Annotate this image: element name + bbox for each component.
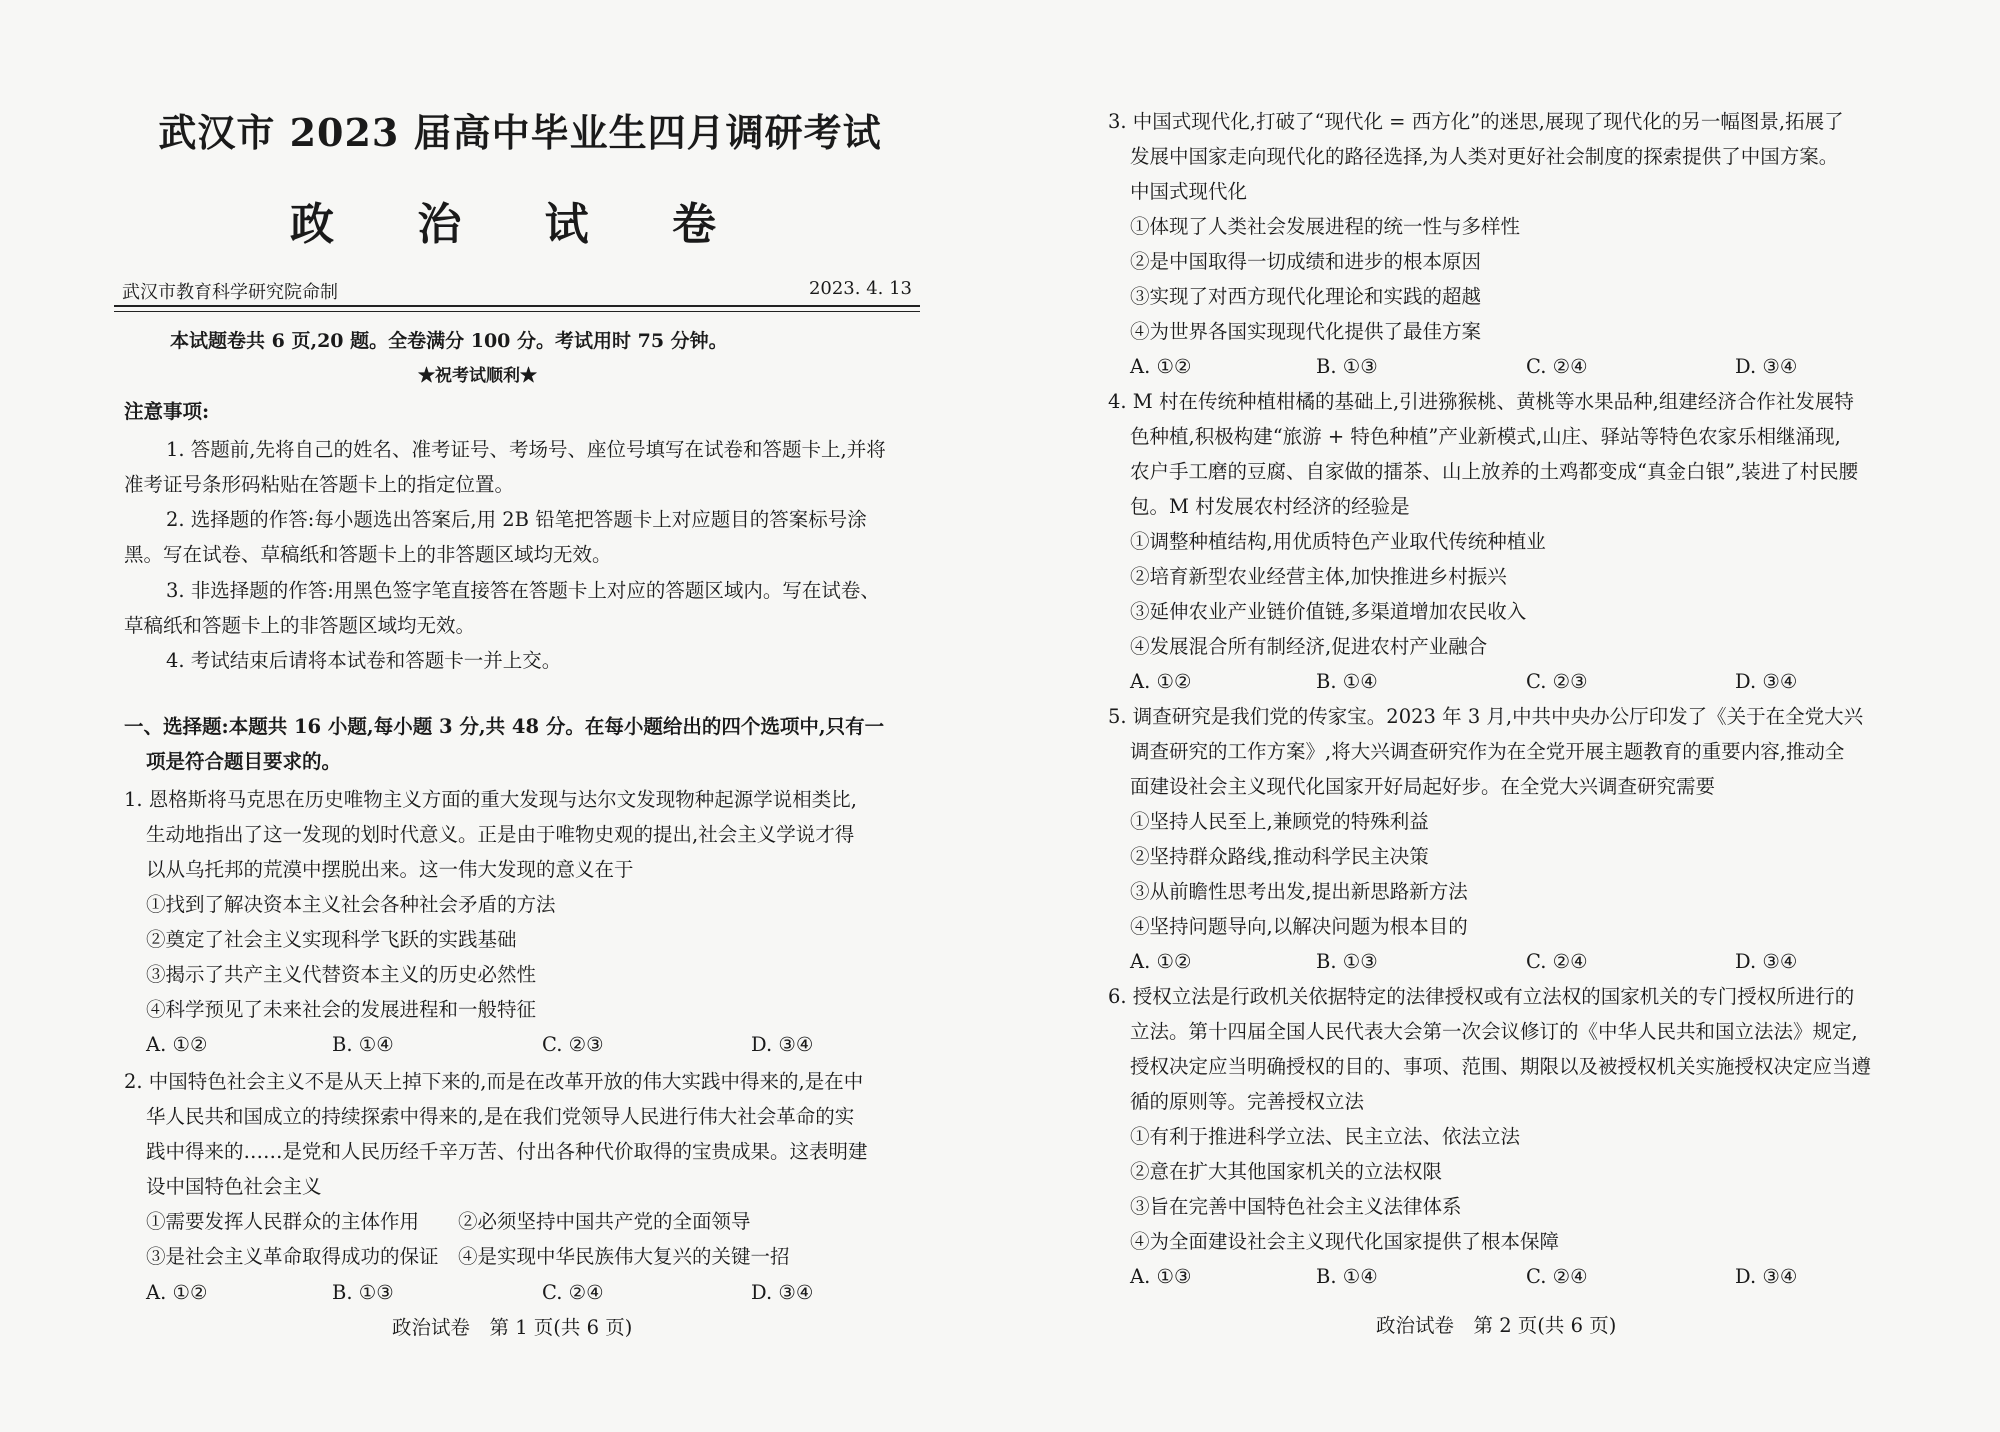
statement-line: ①找到了解决资本主义社会各种社会矛盾的方法 xyxy=(146,893,556,916)
notice-line: 准考证号条形码粘贴在答题卡上的指定位置。 xyxy=(124,473,515,496)
statement-line: ③旨在完善中国特色社会主义法律体系 xyxy=(1130,1195,1462,1218)
header-rule-thick xyxy=(114,305,920,307)
question-line: 2. 中国特色社会主义不是从天上掉下来的,而是在改革开放的伟大实践中得来的,是在中 xyxy=(124,1070,864,1093)
question-line: 践中得来的……是党和人民历经千辛万苦、付出各种代价取得的宝贵成果。这表明建 xyxy=(146,1140,868,1163)
statement-line: ②意在扩大其他国家机关的立法权限 xyxy=(1130,1160,1443,1183)
statement-line: ②是中国取得一切成绩和进步的根本原因 xyxy=(1130,250,1482,273)
statement-line: ②坚持群众路线,推动科学民主决策 xyxy=(1130,845,1429,868)
option-a: A. ①② xyxy=(146,1281,208,1304)
option-c: C. ②④ xyxy=(1526,1265,1588,1288)
question-line: 生动地指出了这一发现的划时代意义。正是由于唯物史观的提出,社会主义学说才得 xyxy=(146,823,855,846)
statement-line: ④为全面建设社会主义现代化国家提供了根本保障 xyxy=(1130,1230,1560,1253)
statement-line: ③揭示了共产主义代替资本主义的历史必然性 xyxy=(146,963,537,986)
option-a: A. ①② xyxy=(1130,950,1192,973)
notice-line: 草稿纸和答题卡上的非答题区域均无效。 xyxy=(124,614,476,637)
option-c: C. ②③ xyxy=(1526,670,1588,693)
section-heading: 一、选择题:本题共 16 小题,每小题 3 分,共 48 分。在每小题给出的四个选项中,只有一 xyxy=(124,715,885,738)
question-line: 包。M 村发展农村经济的经验是 xyxy=(1130,495,1410,518)
statement-line: ④发展混合所有制经济,促进农村产业融合 xyxy=(1130,635,1488,658)
option-b: B. ①③ xyxy=(332,1281,394,1304)
statement-line: ①调整种植结构,用优质特色产业取代传统种植业 xyxy=(1130,530,1546,553)
statement-line: ②奠定了社会主义实现科学飞跃的实践基础 xyxy=(146,928,517,951)
option-d: D. ③④ xyxy=(1735,355,1798,378)
option-a: A. ①③ xyxy=(1130,1265,1192,1288)
notice-line: 黑。写在试卷、草稿纸和答题卡上的非答题区域均无效。 xyxy=(124,543,612,566)
statement-line: ④坚持问题导向,以解决问题为根本目的 xyxy=(1130,915,1468,938)
right-page xyxy=(1000,0,2000,1432)
question-line: 1. 恩格斯将马克思在历史唯物主义方面的重大发现与达尔文发现物种起源学说相类比, xyxy=(124,788,858,811)
question-line: 4. M 村在传统种植柑橘的基础上,引进猕猴桃、黄桃等水果品种,组建经济合作社发展特 xyxy=(1108,390,1854,413)
question-line: 3. 中国式现代化,打破了“现代化 = 西方化”的迷思,展现了现代化的另一幅图景,拓展了 xyxy=(1108,110,1844,133)
good-luck-text: ★祝考试顺利★ xyxy=(418,366,537,386)
question-line: 面建设社会主义现代化国家开好局起好步。在全党大兴调查研究需要 xyxy=(1130,775,1716,798)
page-footer: 政治试卷 第 2 页(共 6 页) xyxy=(1376,1314,1617,1337)
question-line: 农户手工磨的豆腐、自家做的擂茶、山上放养的土鸡都变成“真金白银”,装进了村民腰 xyxy=(1130,460,1859,483)
issuer: 武汉市教育科学研究院命制 xyxy=(122,282,338,303)
option-b: B. ①③ xyxy=(1316,355,1378,378)
statement-line: ③是社会主义革命取得成功的保证 ④是实现中华民族伟大复兴的关键一招 xyxy=(146,1245,790,1268)
statement-line: ④科学预见了未来社会的发展进程和一般特征 xyxy=(146,998,537,1021)
exam-title: 武汉市 2023 届高中毕业生四月调研考试 xyxy=(158,110,882,155)
exam-info: 本试题卷共 6 页,20 题。全卷满分 100 分。考试用时 75 分钟。 xyxy=(170,330,728,352)
statement-line: ③从前瞻性思考出发,提出新思路新方法 xyxy=(1130,880,1468,903)
option-a: A. ①② xyxy=(1130,670,1192,693)
option-c: C. ②③ xyxy=(542,1033,604,1056)
question-line: 6. 授权立法是行政机关依据特定的法律授权或有立法权的国家机关的专门授权所进行的 xyxy=(1108,985,1855,1008)
notice-line: 2. 选择题的作答:每小题选出答案后,用 2B 铅笔把答题卡上对应题目的答案标号涂 xyxy=(166,508,867,531)
statement-line: ②培育新型农业经营主体,加快推进乡村振兴 xyxy=(1130,565,1507,588)
page-footer: 政治试卷 第 1 页(共 6 页) xyxy=(392,1316,633,1339)
notice-line: 3. 非选择题的作答:用黑色签字笔直接答在答题卡上对应的答题区域内。写在试卷、 xyxy=(166,579,880,602)
section-heading-cont: 项是符合题目要求的。 xyxy=(146,750,342,773)
question-line: 立法。第十四届全国人民代表大会第一次会议修订的《中华人民共和国立法法》规定, xyxy=(1130,1020,1858,1043)
option-d: D. ③④ xyxy=(751,1281,814,1304)
statement-line: ①坚持人民至上,兼顾党的特殊利益 xyxy=(1130,810,1429,833)
option-b: B. ①④ xyxy=(1316,670,1378,693)
question-line: 色种植,积极构建“旅游 + 特色种植”产业新模式,山庄、驿站等特色农家乐相继涌现, xyxy=(1130,425,1841,448)
notice-line: 4. 考试结束后请将本试卷和答题卡一并上交。 xyxy=(166,649,562,672)
statement-line: ①有利于推进科学立法、民主立法、依法立法 xyxy=(1130,1125,1521,1148)
exam-date: 2023. 4. 13 xyxy=(808,278,912,299)
option-a: A. ①② xyxy=(1130,355,1192,378)
option-c: C. ②④ xyxy=(542,1281,604,1304)
question-line: 设中国特色社会主义 xyxy=(146,1175,322,1198)
option-d: D. ③④ xyxy=(1735,1265,1798,1288)
question-line: 5. 调查研究是我们党的传家宝。2023 年 3 月,中共中央办公厅印发了《关于在全党大兴 xyxy=(1108,705,1864,728)
statement-line: ③延伸农业产业链价值链,多渠道增加农民收入 xyxy=(1130,600,1527,623)
option-b: B. ①④ xyxy=(1316,1265,1378,1288)
statement-line: ③实现了对西方现代化理论和实践的超越 xyxy=(1130,285,1482,308)
option-c: C. ②④ xyxy=(1526,355,1588,378)
notice-heading: 注意事项: xyxy=(124,400,210,423)
question-line: 循的原则等。完善授权立法 xyxy=(1130,1090,1365,1113)
question-line: 授权决定应当明确授权的目的、事项、范围、期限以及被授权机关实施授权决定应当遵 xyxy=(1130,1055,1872,1078)
subject-title: 政 治 试 卷 xyxy=(290,199,750,250)
option-a: A. ①② xyxy=(146,1033,208,1056)
statement-line: ①体现了人类社会发展进程的统一性与多样性 xyxy=(1130,215,1521,238)
option-b: B. ①③ xyxy=(1316,950,1378,973)
option-b: B. ①④ xyxy=(332,1033,394,1056)
notice-line: 1. 答题前,先将自己的姓名、准考证号、考场号、座位号填写在试卷和答题卡上,并将 xyxy=(166,438,886,461)
option-d: D. ③④ xyxy=(1735,950,1798,973)
question-line: 中国式现代化 xyxy=(1130,180,1248,203)
statement-line: ①需要发挥人民群众的主体作用 ②必须坚持中国共产党的全面领导 xyxy=(146,1210,751,1233)
statement-line: ④为世界各国实现现代化提供了最佳方案 xyxy=(1130,320,1482,343)
question-line: 调查研究的工作方案》,将大兴调查研究作为在全党开展主题教育的重要内容,推动全 xyxy=(1130,740,1845,763)
question-line: 以从乌托邦的荒漠中摆脱出来。这一伟大发现的意义在于 xyxy=(146,858,634,881)
question-line: 发展中国家走向现代化的路径选择,为人类对更好社会制度的探索提供了中国方案。 xyxy=(1130,145,1839,168)
question-line: 华人民共和国成立的持续探索中得来的,是在我们党领导人民进行伟大社会革命的实 xyxy=(146,1105,855,1128)
option-d: D. ③④ xyxy=(1735,670,1798,693)
option-d: D. ③④ xyxy=(751,1033,814,1056)
header-rule-thin xyxy=(114,311,920,312)
option-c: C. ②④ xyxy=(1526,950,1588,973)
